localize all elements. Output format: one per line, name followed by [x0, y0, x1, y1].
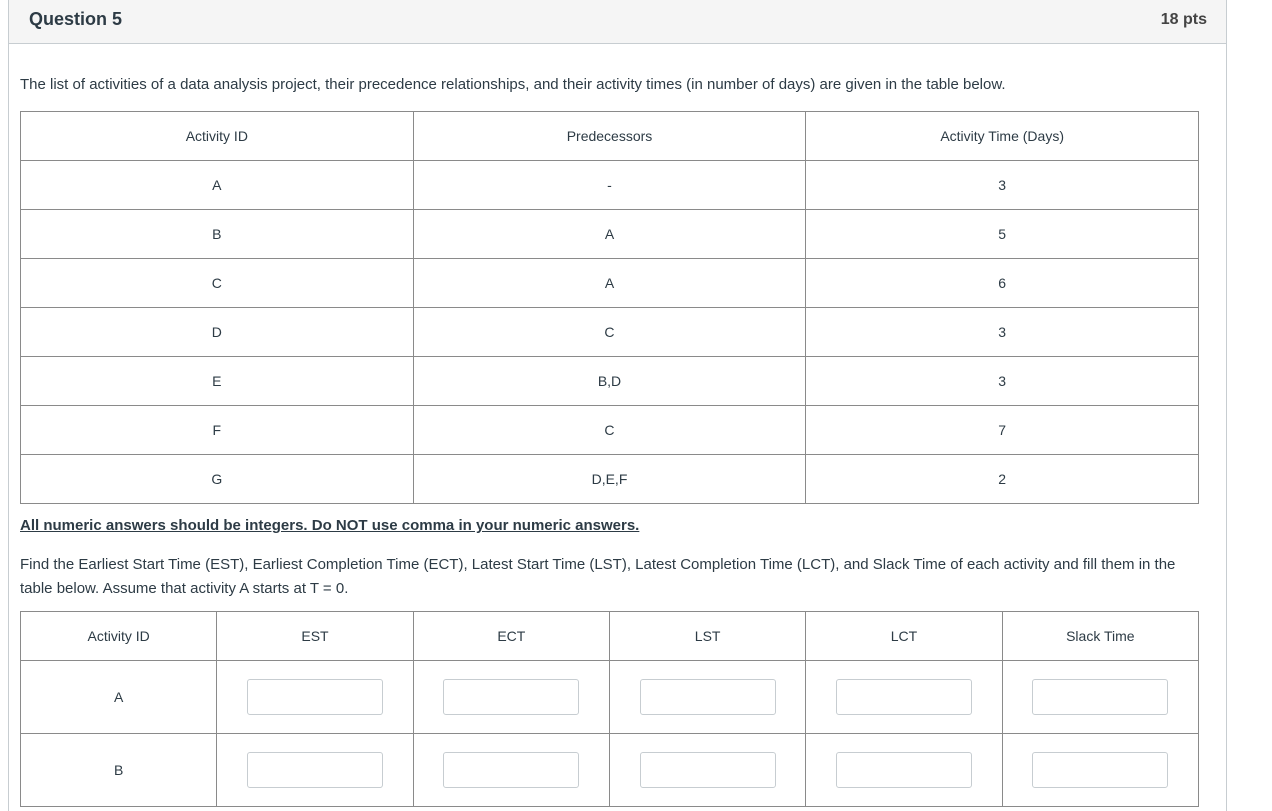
activity-time-cell: 5: [806, 210, 1199, 259]
activity-id-cell: C: [21, 259, 414, 308]
lct-cell: [806, 661, 1002, 734]
activity-table: [20, 111, 1199, 504]
question-header: [9, 0, 1226, 44]
lct-input-b[interactable]: [836, 752, 972, 788]
answer-table: [20, 611, 1199, 807]
activity-table-header: [21, 112, 1199, 161]
table-row: [21, 210, 1199, 259]
activity-id-cell: B: [21, 210, 414, 259]
est-input-b[interactable]: [247, 752, 383, 788]
integer-answers-note: All numeric answers should be integers. Do NOT use comma in your numeric answers.: [20, 517, 640, 534]
lst-cell: [609, 661, 805, 734]
header-ect: ECT: [413, 612, 609, 661]
activity-time-cell: 3: [806, 357, 1199, 406]
activity-id-cell: A: [21, 161, 414, 210]
lct-cell: [806, 734, 1002, 807]
predecessors-cell: A: [413, 210, 806, 259]
table-row: [21, 308, 1199, 357]
header-est: EST: [217, 612, 413, 661]
est-cell: [217, 734, 413, 807]
ect-cell: [413, 734, 609, 807]
predecessors-cell: A: [413, 259, 806, 308]
slack-cell: [1002, 661, 1198, 734]
header-lct: LCT: [806, 612, 1002, 661]
question-points: 18 pts: [1160, 11, 1207, 28]
lct-input-a[interactable]: [836, 679, 972, 715]
table-row: [21, 161, 1199, 210]
activity-id-cell: F: [21, 406, 414, 455]
activity-time-cell: 3: [806, 161, 1199, 210]
table-row: [21, 259, 1199, 308]
header-activity-id: Activity ID: [21, 612, 217, 661]
activity-time-cell: 2: [806, 455, 1199, 504]
activity-id-cell: E: [21, 357, 414, 406]
header-activity-time: Activity Time (Days): [806, 112, 1199, 161]
table-row: [21, 406, 1199, 455]
answer-table-header: [21, 612, 1199, 661]
ect-cell: [413, 661, 609, 734]
activity-id-cell: D: [21, 308, 414, 357]
activity-time-cell: 6: [806, 259, 1199, 308]
slack-input-b[interactable]: [1032, 752, 1168, 788]
predecessors-cell: C: [413, 406, 806, 455]
header-slack-time: Slack Time: [1002, 612, 1198, 661]
ect-input-b[interactable]: [443, 752, 579, 788]
table-row: [21, 455, 1199, 504]
lst-input-a[interactable]: [640, 679, 776, 715]
lst-input-b[interactable]: [640, 752, 776, 788]
lst-cell: [609, 734, 805, 807]
est-cell: [217, 661, 413, 734]
activity-id-cell: G: [21, 455, 414, 504]
header-lst: LST: [609, 612, 805, 661]
table-row: [21, 661, 1199, 734]
slack-input-a[interactable]: [1032, 679, 1168, 715]
slack-cell: [1002, 734, 1198, 807]
predecessors-cell: -: [413, 161, 806, 210]
instruction-text: Find the Earliest Start Time (EST), Earliest Completion Time (ECT), Latest Start Time (LST), Latest Completion Time (LCT), and Slack Time of each activity and fill them in the table below. Assume that activity A starts at T = 0.: [20, 556, 1176, 597]
predecessors-cell: B,D: [413, 357, 806, 406]
question-title: Question 5: [29, 9, 123, 29]
header-activity-id: Activity ID: [21, 112, 414, 161]
header-predecessors: Predecessors: [413, 112, 806, 161]
table-row: [21, 734, 1199, 807]
activity-id-cell: A: [21, 661, 217, 734]
est-input-a[interactable]: [247, 679, 383, 715]
activity-time-cell: 7: [806, 406, 1199, 455]
predecessors-cell: D,E,F: [413, 455, 806, 504]
table-row: [21, 357, 1199, 406]
predecessors-cell: C: [413, 308, 806, 357]
activity-id-cell: B: [21, 734, 217, 807]
activity-time-cell: 3: [806, 308, 1199, 357]
question-intro: The list of activities of a data analysis project, their precedence relationships, and their activity times (in number of days) are given in the table below.: [20, 76, 1006, 93]
ect-input-a[interactable]: [443, 679, 579, 715]
